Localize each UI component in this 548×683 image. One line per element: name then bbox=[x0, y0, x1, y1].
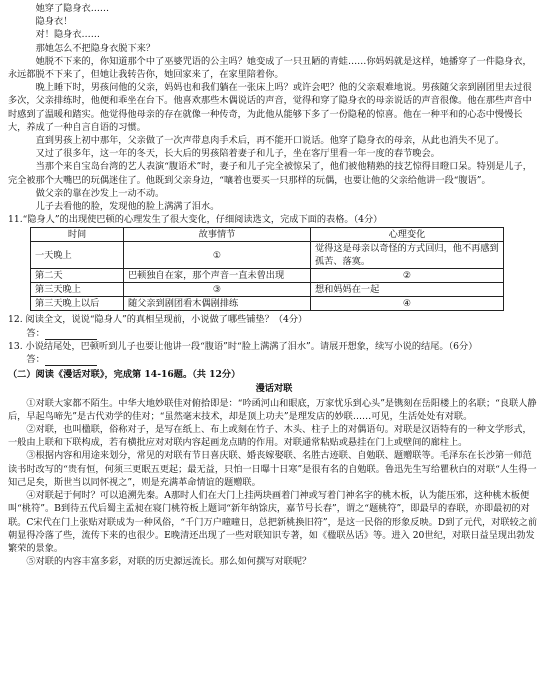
table-cell-psych: 觉得这是母亲以奇怪的方式回归，他不再感到孤苦、落寞。 bbox=[311, 242, 504, 269]
article-paragraph: ③根据内容和用途来划分，常见的对联有节日喜庆联、婚丧嫁娶联、名胜古迹联、自勉联、题赠联等。毛泽东在长沙第一师范读书时改写的“贵有恒，何须三更眠五更起；最无益，只怕一日曝十日寒”是很有名的自勉联。鲁迅先生写给瞿秋白的对联“人生得一知己足矣，斯世当以同怀视之”，则是充满革命情谊的题赠联。 bbox=[8, 450, 537, 488]
table-row bbox=[31, 297, 504, 311]
table-header: 时间 bbox=[31, 228, 124, 242]
story-paragraph: 直到男孩上初中那年，父亲做了一次声带息肉手术后，再不能开口说话。他穿了隐身衣的母亲，从此也消失不见了。 bbox=[35, 135, 505, 147]
table-cell-psych: 想和妈妈在一起 bbox=[311, 283, 504, 297]
table-cell-story: 巴顿独自在家，那个声音一直未曾出现 bbox=[124, 269, 311, 283]
article-paragraph: ②对联，也叫楹联，俗称对子，是写在纸上、布上或刻在竹子、木头、柱子上的对偶语句。对联是汉语特有的一种文学形式，一般由上联和下联构成，若有横批应对对联内容起画龙点睛的作用。对联通常粘贴或悬挂在门上或壁间的廊柱上。 bbox=[8, 424, 532, 449]
story-section bbox=[8, 2, 540, 213]
table-cell-time: 第三天晚上 bbox=[31, 283, 124, 297]
question-11-prompt: 11.“隐身人”的出现使巴顿的心理发生了很大变化，仔细阅读选文，完成下面的表格。（4分） bbox=[8, 214, 383, 226]
answer-row bbox=[8, 327, 540, 340]
story-paragraph: 儿子去看他的脸，发现他的脸上满满了泪水。 bbox=[35, 201, 220, 213]
table-cell-time: 一天晚上 bbox=[31, 242, 124, 269]
story-paragraph: 当那个来自宝岛台湾的艺人表演“腹语术”时，妻子和儿子完全被惊呆了，他们被他精熟的技艺惊得目瞪口呆。特别是儿子，完全被那个大嘴巴的玩偶迷住了。他既到父亲身边，“嚷着也要买一只那样的玩偶，也要让他的父亲给他讲一段“腹语”。 bbox=[8, 161, 532, 186]
answer-label: 答： bbox=[26, 354, 45, 366]
table-cell-time: 第三天晚上以后 bbox=[31, 297, 124, 311]
answer-line[interactable] bbox=[45, 355, 97, 366]
story-paragraph: 又过了很多年，这一年的冬天，长大后的男孩陪着妻子和儿子，坐在客厅里看一年一度的春节晚会。 bbox=[35, 148, 440, 160]
story-line: 对！隐身衣…… bbox=[35, 29, 100, 41]
story-paragraph: 晚上睡下时，男孩问他的父亲，妈妈也和我们躺在一张床上吗？或许会吧？他的父亲艰难地说。男孩随父亲到剧团里去过很多次，父亲排练时，他便和乖坐在台下。他喜欢那些木偶说话的声音，觉得和穿了隐身衣的母亲说话的声音很像。他在那些声音中时感到了温暖和踏实。他觉得他母亲的存在就像一种传奇，为此他从能够下多了一份隐秘的惊喜。他在一种平和的心态中慢慢长大，养成了一种自言自语的习惯。 bbox=[8, 82, 532, 133]
article-paragraph: ④对联起于何时？可以追溯先秦。A那时人们在大门上挂两块画着门神或写着门神名字的桃木板，认为能压邪，这种桃木板便叫“桃符”。B到待五代后蜀主孟昶在寝门桃符板上题词“新年纳馀庆，嘉节号长春”，谓之“题桃符”，即最早的春联，亦即最初的对联。C宋代在门上张贴对联成为一种风俗，“千门万户曈曈日，总把新桃换旧符”，是这一民俗的形象反映。D到了元代，对联较之前朝显得冷落了些，流传下来的也很少。E晚清还出现了一些对联知识专著，如《楹联丛话》等。进入 20世纪，对联日益呈现出勃发繁荣的景象。 bbox=[8, 490, 538, 554]
story-line: 她穿了隐身衣…… bbox=[35, 3, 110, 14]
story-line: 隐身衣！ bbox=[35, 16, 73, 28]
table-row bbox=[31, 269, 504, 283]
section-2-heading: （二）阅读《漫话对联》，完成第 14-16题。（共 12分） bbox=[8, 369, 241, 381]
story-paragraph: 做父亲的靠在沙发上一动不动。 bbox=[35, 187, 165, 199]
question-13-prompt: 13. 小说结尾处，巴顿听到儿子也要让他讲一段“腹语”时“脸上满满了泪水”。请展开想象，续写小说的结尾。（6分） bbox=[8, 340, 478, 352]
story-line: 那她怎么不把隐身衣脱下来？ bbox=[35, 42, 156, 54]
table-row bbox=[31, 283, 504, 297]
table-cell-blank[interactable]: ③ bbox=[124, 283, 311, 297]
answer-row bbox=[8, 353, 540, 366]
table-header: 心理变化 bbox=[311, 228, 504, 242]
article-title: 漫话对联 bbox=[255, 383, 293, 395]
question-12-prompt: 12. 阅读全文，说说“隐身人”的真相呈现前，小说做了哪些铺垫？（4分） bbox=[8, 314, 308, 326]
answer-line[interactable] bbox=[45, 329, 97, 340]
question-11-table bbox=[30, 227, 504, 311]
table-header-row bbox=[31, 228, 504, 242]
story-paragraph: 她脱不下来的，你知道那个中了巫婆咒语的公主吗？她变成了一只丑陋的青蛙……你妈妈就是这样，她播穿了一件隐身衣，永远都脱不下来了，但她让我转告你，她回家来了，在家里陪着你。 bbox=[8, 55, 532, 81]
article-paragraph: ①对联大家都不陌生。中华大地妙联佳对俯拾即是：“吟函河山和眼底，万家忧乐到心头”是镌刻在岳阳楼上的名联；“良联人静后，早起鸟啼先”是古代劝学的佳对；“虽然毫末技术，却是顶上功夫”是理发店的妙联……可见，生活处处有对联。 bbox=[8, 397, 537, 422]
answer-label: 答： bbox=[26, 327, 45, 339]
table-cell-story: 随父亲到剧团看木偶剧排练 bbox=[124, 297, 311, 311]
table-cell-blank[interactable]: ② bbox=[311, 269, 504, 283]
article-paragraph: ⑤对联的内容丰富多彩，对联的历史源远流长。那么如何撰写对联呢？ bbox=[26, 556, 312, 568]
table-cell-blank[interactable]: ④ bbox=[311, 297, 504, 311]
table-cell-time: 第二天 bbox=[31, 269, 124, 283]
table-row bbox=[31, 242, 504, 269]
table-header: 故事情节 bbox=[124, 228, 311, 242]
table-cell-blank[interactable]: ① bbox=[124, 242, 311, 269]
